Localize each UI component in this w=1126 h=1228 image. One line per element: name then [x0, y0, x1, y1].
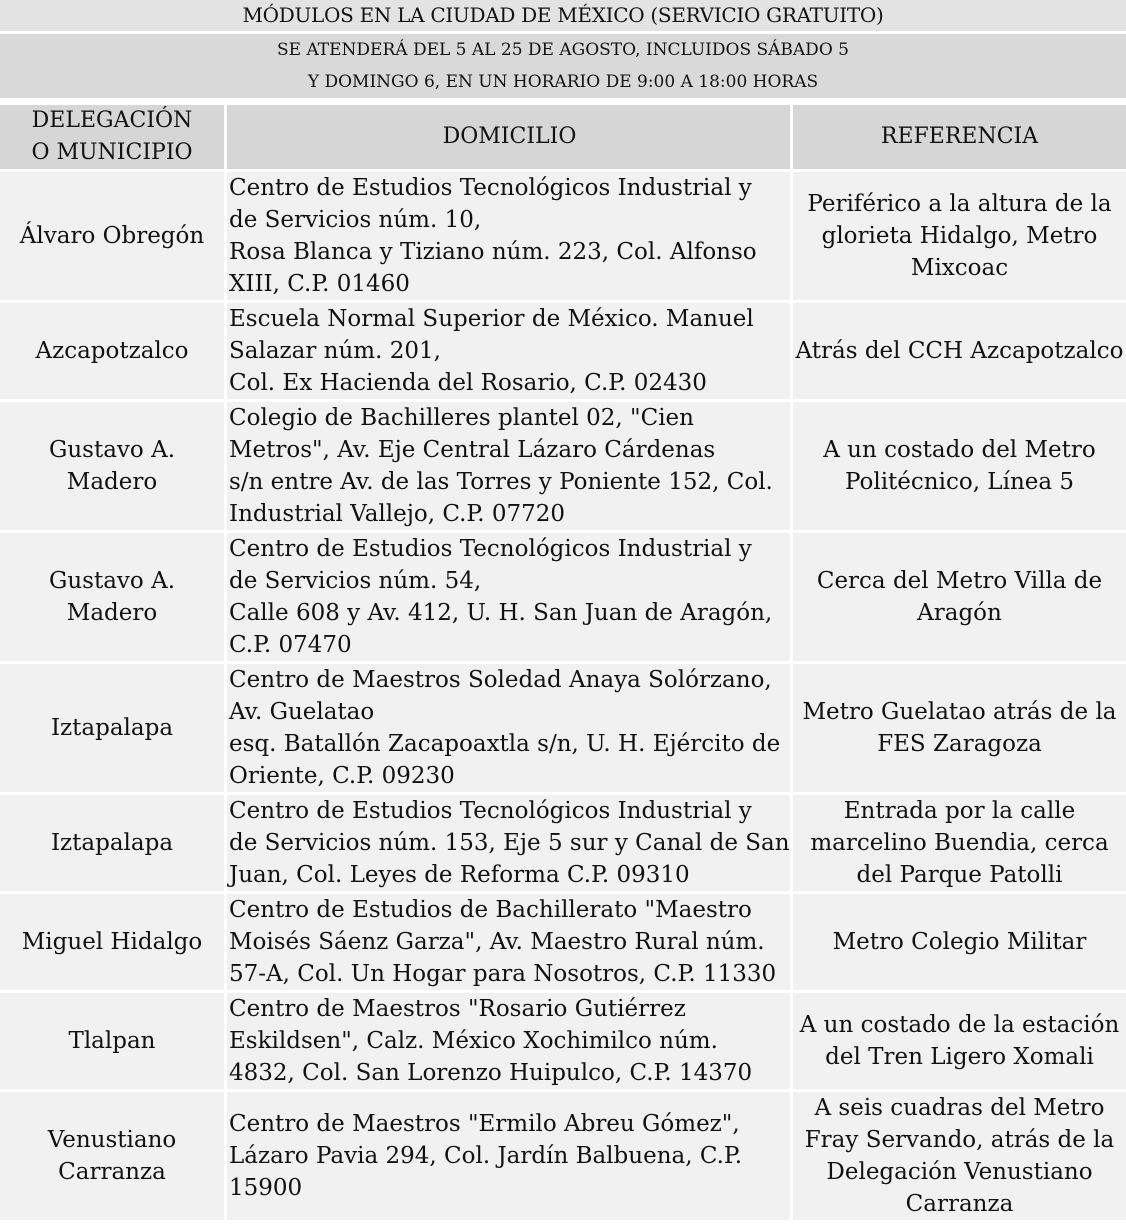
column-header-delegacion-line2: O MUNICIPIO	[31, 140, 193, 165]
domicilio-cell	[227, 303, 793, 402]
domicilio-cell-line: Centro de Estudios Tecnológicos Industrial y	[229, 798, 752, 824]
domicilio-cell	[227, 533, 793, 664]
domicilio-cell-line: Lázaro Pavia 294, Col. Jardín Balbuena, C.P.	[229, 1143, 743, 1169]
domicilio-cell-line: Juan, Col. Leyes de Reforma C.P. 09310	[229, 862, 690, 888]
referencia-cell-line: Fray Servando, atrás de la	[804, 1127, 1115, 1153]
delegacion-cell-line: Tlalpan	[68, 1028, 156, 1054]
referencia-cell-line: Carranza	[905, 1191, 1014, 1217]
domicilio-cell-line: C.P. 07470	[229, 632, 352, 658]
domicilio-cell-line: Calle 608 y Av. 412, U. H. San Juan de Aragón,	[229, 600, 773, 626]
delegacion-cell	[0, 1092, 227, 1223]
schedule-line-1: SE ATENDERÁ DEL 5 AL 25 DE AGOSTO, INCLUIDOS SÁBADO 5	[277, 40, 849, 60]
delegacion-cell-line: Gustavo A.	[48, 568, 176, 594]
modules-table	[0, 105, 1126, 1223]
delegacion-cell	[0, 402, 227, 533]
referencia-cell-line: Cerca del Metro Villa de	[816, 568, 1103, 594]
domicilio-cell-line: Industrial Vallejo, C.P. 07720	[229, 501, 566, 527]
referencia-cell-line: A seis cuadras del Metro	[814, 1095, 1105, 1121]
referencia-cell-line: marcelino Buendia, cerca	[810, 830, 1109, 856]
referencia-cell	[793, 894, 1126, 993]
table-row	[0, 172, 1126, 303]
referencia-cell	[793, 1092, 1126, 1223]
domicilio-cell	[227, 402, 793, 533]
delegacion-cell-line: Madero	[66, 600, 158, 626]
delegacion-cell	[0, 993, 227, 1092]
referencia-cell	[793, 402, 1126, 533]
column-header-delegacion-line1: DELEGACIÓN	[31, 108, 193, 133]
domicilio-cell-line: Oriente, C.P. 09230	[229, 763, 455, 789]
delegacion-cell-line: Iztapalapa	[50, 715, 174, 741]
domicilio-cell-line: 57-A, Col. Un Hogar para Nosotros, C.P. 11330	[229, 961, 777, 987]
delegacion-cell-line: Venustiano	[47, 1127, 177, 1153]
table-row	[0, 303, 1126, 402]
referencia-cell-line: Entrada por la calle	[843, 798, 1076, 824]
delegacion-cell	[0, 533, 227, 664]
schedule-line-2: Y DOMINGO 6, EN UN HORARIO DE 9:00 A 18:00 HORAS	[307, 72, 819, 92]
delegacion-cell	[0, 894, 227, 993]
page-title: MÓDULOS EN LA CIUDAD DE MÉXICO (SERVICIO GRATUITO)	[0, 0, 1126, 31]
domicilio-cell-line: de Servicios núm. 54,	[229, 568, 482, 594]
referencia-cell-line: Metro Guelatao atrás de la	[802, 699, 1117, 725]
delegacion-cell	[0, 664, 227, 795]
referencia-cell-line: Delegación Venustiano	[826, 1159, 1093, 1185]
domicilio-cell-line: Col. Ex Hacienda del Rosario, C.P. 02430	[229, 370, 707, 396]
domicilio-cell	[227, 664, 793, 795]
referencia-cell-line: Atrás del CCH Azcapotzalco	[795, 338, 1124, 364]
domicilio-cell-line: Av. Guelatao	[229, 699, 375, 725]
domicilio-cell	[227, 172, 793, 303]
domicilio-cell-line: 15900	[229, 1175, 303, 1201]
domicilio-cell-line: Escuela Normal Superior de México. Manuel	[229, 306, 754, 332]
delegacion-cell	[0, 303, 227, 402]
referencia-cell-line: A un costado de la estación	[799, 1012, 1120, 1038]
domicilio-cell	[227, 1092, 793, 1223]
domicilio-cell-line: Centro de Estudios Tecnológicos Industrial y	[229, 175, 752, 201]
delegacion-cell-line: Álvaro Obregón	[19, 223, 205, 249]
referencia-cell-line: Metro Colegio Militar	[832, 929, 1087, 955]
domicilio-cell-line: Centro de Maestros Soledad Anaya Solórzano,	[229, 667, 772, 693]
domicilio-cell-line: Moisés Sáenz Garza", Av. Maestro Rural núm.	[229, 929, 765, 955]
referencia-cell	[793, 993, 1126, 1092]
referencia-cell	[793, 303, 1126, 402]
domicilio-cell-line: de Servicios núm. 10,	[229, 207, 482, 233]
delegacion-cell	[0, 172, 227, 303]
delegacion-cell-line: Iztapalapa	[50, 830, 174, 856]
domicilio-cell-line: Centro de Maestros "Ermilo Abreu Gómez",	[229, 1111, 740, 1137]
table-row	[0, 402, 1126, 533]
table-row	[0, 993, 1126, 1092]
domicilio-cell	[227, 993, 793, 1092]
table-row	[0, 894, 1126, 993]
table-row	[0, 533, 1126, 664]
delegacion-cell-line: Miguel Hidalgo	[21, 929, 203, 955]
column-header-referencia: REFERENCIA	[793, 105, 1126, 172]
table-row	[0, 1092, 1126, 1223]
referencia-cell-line: del Tren Ligero Xomali	[825, 1044, 1094, 1070]
schedule-banner	[0, 34, 1126, 98]
domicilio-cell-line: XIII, C.P. 01460	[229, 271, 410, 297]
referencia-cell-line: glorieta Hidalgo, Metro	[821, 223, 1098, 249]
table-row	[0, 795, 1126, 894]
domicilio-cell-line: Centro de Estudios de Bachillerato "Maestro	[229, 897, 752, 923]
domicilio-cell-line: Salazar núm. 201,	[229, 338, 441, 364]
domicilio-cell	[227, 795, 793, 894]
delegacion-cell-line: Carranza	[58, 1159, 166, 1185]
referencia-cell	[793, 664, 1126, 795]
domicilio-cell-line: de Servicios núm. 153, Eje 5 sur y Canal de San	[229, 830, 790, 856]
referencia-cell	[793, 533, 1126, 664]
referencia-cell-line: Periférico a la altura de la	[807, 191, 1112, 217]
column-header-delegacion	[0, 105, 227, 172]
delegacion-cell-line: Gustavo A.	[48, 437, 176, 463]
referencia-cell-line: Mixcoac	[910, 255, 1009, 281]
domicilio-cell-line: Eskildsen", Calz. México Xochimilco núm.	[229, 1028, 718, 1054]
column-header-domicilio: DOMICILIO	[227, 105, 793, 172]
domicilio-cell-line: Centro de Maestros "Rosario Gutiérrez	[229, 996, 686, 1022]
domicilio-cell-line: s/n entre Av. de las Torres y Poniente 152, Col.	[229, 469, 773, 495]
referencia-cell-line: Politécnico, Línea 5	[844, 469, 1075, 495]
delegacion-cell	[0, 795, 227, 894]
domicilio-cell-line: Centro de Estudios Tecnológicos Industrial y	[229, 536, 752, 562]
domicilio-cell-line: Colegio de Bachilleres plantel 02, "Cien	[229, 405, 694, 431]
domicilio-cell-line: Rosa Blanca y Tiziano núm. 223, Col. Alfonso	[229, 239, 757, 265]
delegacion-cell-line: Madero	[66, 469, 158, 495]
domicilio-cell-line: esq. Batallón Zacapoaxtla s/n, U. H. Ejército de	[229, 731, 781, 757]
domicilio-cell-line: Metros", Av. Eje Central Lázaro Cárdenas	[229, 437, 716, 463]
referencia-cell	[793, 795, 1126, 894]
referencia-cell-line: FES Zaragoza	[877, 731, 1042, 757]
table-header-row	[0, 105, 1126, 172]
domicilio-cell	[227, 894, 793, 993]
referencia-cell-line: del Parque Patolli	[856, 862, 1063, 888]
referencia-cell-line: A un costado del Metro	[823, 437, 1096, 463]
delegacion-cell-line: Azcapotzalco	[35, 338, 189, 364]
domicilio-cell-line: 4832, Col. San Lorenzo Huipulco, C.P. 14370	[229, 1060, 753, 1086]
table-row	[0, 664, 1126, 795]
referencia-cell	[793, 172, 1126, 303]
referencia-cell-line: Aragón	[917, 600, 1002, 626]
